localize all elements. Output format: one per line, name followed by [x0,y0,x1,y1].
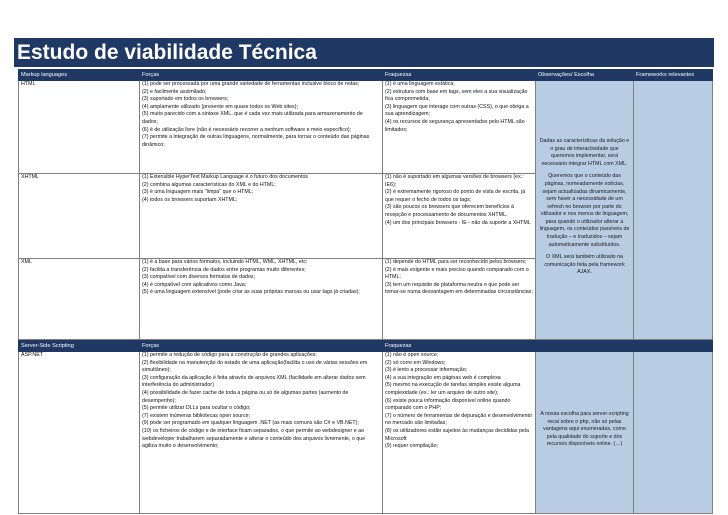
header-server-side: Server-Side Scripting [19,341,140,352]
list-item: (4) a sua integração em páginas web é complexa [385,374,501,381]
list-item: (2) flexibilidade na manutenção do estado de uma aplicação(facilita o uso de várias sessões em simultâneo); [142,359,368,374]
page-title: Estudo de viabilidade Técnica [17,41,317,64]
list-item: (1) permite a redução de código para a construção de grandes aplicações; [142,352,317,358]
row-name: XML [19,259,140,340]
header-fraquezas: Fraquezas [383,341,536,352]
row-name: XHTML [19,174,140,259]
observation-text: O XML será também utilizado na comunicação feita pela framework AJAX. [544,254,625,276]
list-item: (8) os utilizadores estão sujeitos às mudanças decididas pela Microsoft [385,427,529,442]
list-item: (5) mesmo na execução de tarefas simples existe alguma complexidade (ex.: ler um arquivo de outro site); [385,382,521,396]
list-item: (6) existe pouca informação disponível online quando comparado com o PHP; [385,397,511,412]
frameworks-cell [634,81,713,340]
fraquezas-cell [383,81,536,174]
list-item: (3) tem um requisito de plataforma neutra o que pode ser tomar-se numa desvantagem em determinadas circunstâncias; [385,281,533,296]
list-item: (2) estrutura com base em tags, sem eles a sua visualização fica comprometida; [385,88,528,103]
list-item: (5) muito parecido com a sintaxe XML, que é cada vez mais utilizada para armazenamento de dados; [142,111,363,125]
list-item: (1) pode ser processada por uma grande variedade de ferramentas inclusive bloco de notas; [142,81,360,87]
observation-text: Queremos que o conteúdo das páginas, nomeadamente notícias, sejam actualizadas dinamicamente, sem haver a necessidade de um refresh no browser por parte do utilizador e nos menus de linguagem, para quando o utilizador alterar a linguagem, os conteúdos passíveis de tradução – e traduzidos – sejam automaticamente substituídos. [539,173,630,248]
forcas-cell [140,174,383,259]
title-bar [14,38,714,67]
list-item: (3) compatível com diversos formatos de dados; [142,274,256,281]
observations-cell [536,81,634,340]
row-name: ASP.NET [19,352,140,514]
fraquezas-cell [383,174,536,259]
list-item: (2) só corre em Windows; [385,359,446,366]
list-item: (4) os recursos de segurança apresentados pelo HTML são limitados; [385,118,525,133]
table-row [19,81,713,174]
list-item: (1) não é suportado em algumas versões de browsers (ex.: IE6); [385,174,524,188]
list-item: (3) são poucos os browsers que oferecem benefícios à recepção e processamento de documentos XHTML. [385,204,514,218]
frameworks-cell [634,352,713,514]
list-item: (5) permite utilizar DLLs para ocultar o código; [142,405,251,412]
list-item: (2) é extremamente rigoroso do ponto de vista de escrita, já que requer o fecho de todos os tags; [385,189,526,203]
header-empty [634,341,713,352]
header-obs: Observações/ Escolha [536,70,634,81]
list-item: (4) amplamente utilizado (presente em quase todos os Web sites); [142,103,298,110]
list-item: (7) permite a integração de outras linguagens, normalmente, para tornar o conteúdo das páginas dinâmico; [142,134,370,148]
table-row [19,352,713,514]
forcas-cell [140,259,383,340]
list-item: (1) depende do HTML para ser reconhecido pelos browsers; [385,259,527,265]
list-item: (9) pode ser programado em qualquer linguagem .NET (as mais comuns são C# e VB.NET); [142,420,359,427]
table-header-row [19,341,713,352]
forcas-cell [140,81,383,174]
server-side-scripting-table [18,340,713,514]
list-item: (4) possibilidade de fazer cache de toda a página ou só de algumas partes (aumento de desempenho); [142,389,349,404]
observations-cell [536,352,634,514]
list-item: (4) é compatível com aplicativos como Java; [142,281,247,288]
table-header-row [19,70,713,81]
list-item: (4) todos os browsers suportam XHTML; [142,196,238,203]
list-item: (1) não é open source; [385,352,439,358]
header-forcas: Forças [140,341,383,352]
fraquezas-cell [383,352,536,514]
list-item: (7) existem inúmeras bibliotecas open source; [142,412,251,419]
list-item: (6) é de utilização livre (não é necessário recorrer a nenhum software e meio específico); [142,126,352,133]
observation-text: A nossa escolha para server-scripting recai sobre o php, não só pelas vantagens aqui enumeradas, como pela qualidade do suporte e dos recursos disponíveis online. (…) [540,411,629,448]
list-item: (1) é uma linguagem estática; [385,81,455,87]
header-frameworks: Frameworks relevantes [634,70,713,81]
list-item: (3) é uma linguagem mais "limpa" que o HTML; [142,189,254,196]
forcas-cell [140,352,383,514]
row-name: HTML [19,81,140,174]
header-markup: Markup languages [19,70,140,81]
header-fraquezas: Fraquezas [383,70,536,81]
header-empty [536,341,634,352]
header-forcas: Forças [140,70,383,81]
list-item: (1) Extensible HyperText Markup Language é o futuro dos documentos [142,174,309,180]
list-item: (4) um dos principais browsers - IE - não da suporte a XHTML [385,219,531,226]
markup-languages-table [18,69,713,340]
list-item: (3) suportado em todos os browsers; [142,96,229,103]
list-item: (9) requer compilação; [385,443,438,450]
list-item: (3) é lento a processar informação; [385,367,468,374]
list-item: (2) e facilmente assimilado; [142,88,207,95]
fraquezas-cell [383,259,536,340]
list-item: (7) o número de ferramentas de depuração e desenvolvimento no mercado são limitadas; [385,412,532,427]
list-item: (1) é a base para vários formatos, incluindo HTML, WML, XHTML, etc; [142,259,308,265]
list-item: (2) combina algumas características do XML e do HTML; [142,181,276,188]
list-item: (10) os ficheiros de código e de interface ficam separados, o que permite ao webdesigner e ao webdeveloper trabalharem separadamente e alterar o conteúdo dos arquivos livremente, o que agiliza muito o desenvolvimento; [142,427,366,450]
list-item: (3) linguagem que interage com outras (CSS), o que obriga a sua aprendizagem; [385,103,529,118]
list-item: (5) é uma linguagem extensível (pode criar as suas próprias marcas ou usar tags já criadas); [142,289,360,296]
list-item: (3) configuração da aplicação é feita através de arquivos XML (facilidade em alterar dados sem interferência do administrador) [142,374,366,389]
list-item: (2) facilita a transferência de dados entre programas muito diferentes; [142,266,306,273]
observation-text: Dadas as características da solução e o grau de interactividade que queremos implementar, será necessário integrar HTML com XML. [539,137,630,167]
list-item: (2) é mais exigente e mais preciso quando comparado com o HTML; [385,266,529,281]
